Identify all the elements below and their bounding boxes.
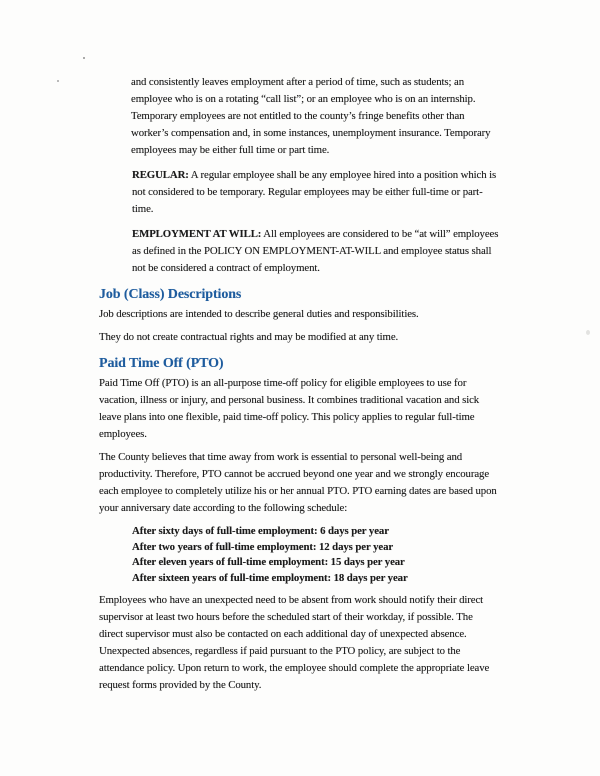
bullet-column xyxy=(117,226,132,277)
scan-artifact-dot xyxy=(57,80,59,82)
scan-artifact-dot xyxy=(83,57,85,59)
employment-type-definition: A regular employee shall be any employee hired into a position which is not considered to be temporary. Regular employees may be either full-time or part-time. xyxy=(132,169,497,215)
schedule-item-text: After sixteen years of full-time employment: 18 days per year xyxy=(132,571,408,584)
schedule-item xyxy=(117,540,499,556)
paragraph-pto-intro: Paid Time Off (PTO) is an all-purpose time-off policy for eligible employees to use for vacation, illness or injury, and personal business. It combines traditional vacation and sick leave plans into one flexible, paid time-off policy. This policy applies to regular full-time employees. xyxy=(99,377,480,440)
employment-type-definition: All employees are considered to be “at will” employees as defined in the POLICY ON EMPLOYMENT-AT-WILL and employee status shall not be considered a contract of employment. xyxy=(132,228,499,274)
employment-type-text xyxy=(132,167,499,218)
schedule-item-text: After two years of full-time employment: 12 days per year xyxy=(132,540,394,553)
paragraph-job-descriptions-purpose: Job descriptions are intended to describe general duties and responsibilities. xyxy=(99,308,419,320)
bullet-column xyxy=(117,540,132,556)
paragraph-temporary-employees-continuation: and consistently leaves employment after a period of time, such as students; an employee who is on a rotating “call list”; or an employee who is on an internship. Temporary employees are not entitled to the county’s fringe benefits other than worker’s compensation and, in some instances, unemployment insurance. Temporary employees may be either full time or part time. xyxy=(131,76,491,156)
schedule-item-text: After eleven years of full-time employment: 15 days per year xyxy=(132,556,405,568)
employment-type-text xyxy=(132,226,499,277)
list-item-employment-at-will xyxy=(117,226,499,277)
bullet-column xyxy=(117,555,132,571)
bullet-column xyxy=(117,167,132,218)
schedule-item xyxy=(117,555,499,571)
list-item-regular xyxy=(117,167,499,218)
scan-artifact-dot xyxy=(586,330,590,335)
paragraph-job-descriptions-rights: They do not create contractual rights and may be modified at any time. xyxy=(99,331,399,343)
section-heading-paid-time-off: Paid Time Off (PTO) xyxy=(99,356,224,371)
employment-type-list xyxy=(99,167,499,277)
employment-type-term: REGULAR: xyxy=(132,169,189,181)
section-heading-job-class-descriptions: Job (Class) Descriptions xyxy=(99,287,242,302)
schedule-item-text: After sixty days of full-time employment: 6 days per year xyxy=(132,525,389,537)
schedule-item xyxy=(117,571,499,587)
bullet-column xyxy=(117,524,132,540)
paragraph-unexpected-absence: Employees who have an unexpected need to be absent from work should notify their direct supervisor at least two hours before the scheduled start of their workday, if possible. The direct supervisor must also be contacted on each additional day of unexpected absence. Unexpected absences, regardless if paid pursuant to the PTO policy, are subject to the attendance policy. Upon return to work, the employee should complete the appropriate leave request forms provided by the County. xyxy=(99,594,490,691)
page-content xyxy=(99,74,499,694)
schedule-item xyxy=(117,524,499,540)
paragraph-pto-accrual: The County believes that time away from work is essential to personal well-being and productivity. Therefore, PTO cannot be accrued beyond one year and we strongly encourage each employee to completely utilize his or her annual PTO. PTO earning dates are based upon your anniversary date according to the following schedule: xyxy=(99,451,497,514)
pto-schedule-list xyxy=(99,524,499,586)
employment-type-term: EMPLOYMENT AT WILL: xyxy=(132,228,262,240)
bullet-column xyxy=(117,571,132,587)
